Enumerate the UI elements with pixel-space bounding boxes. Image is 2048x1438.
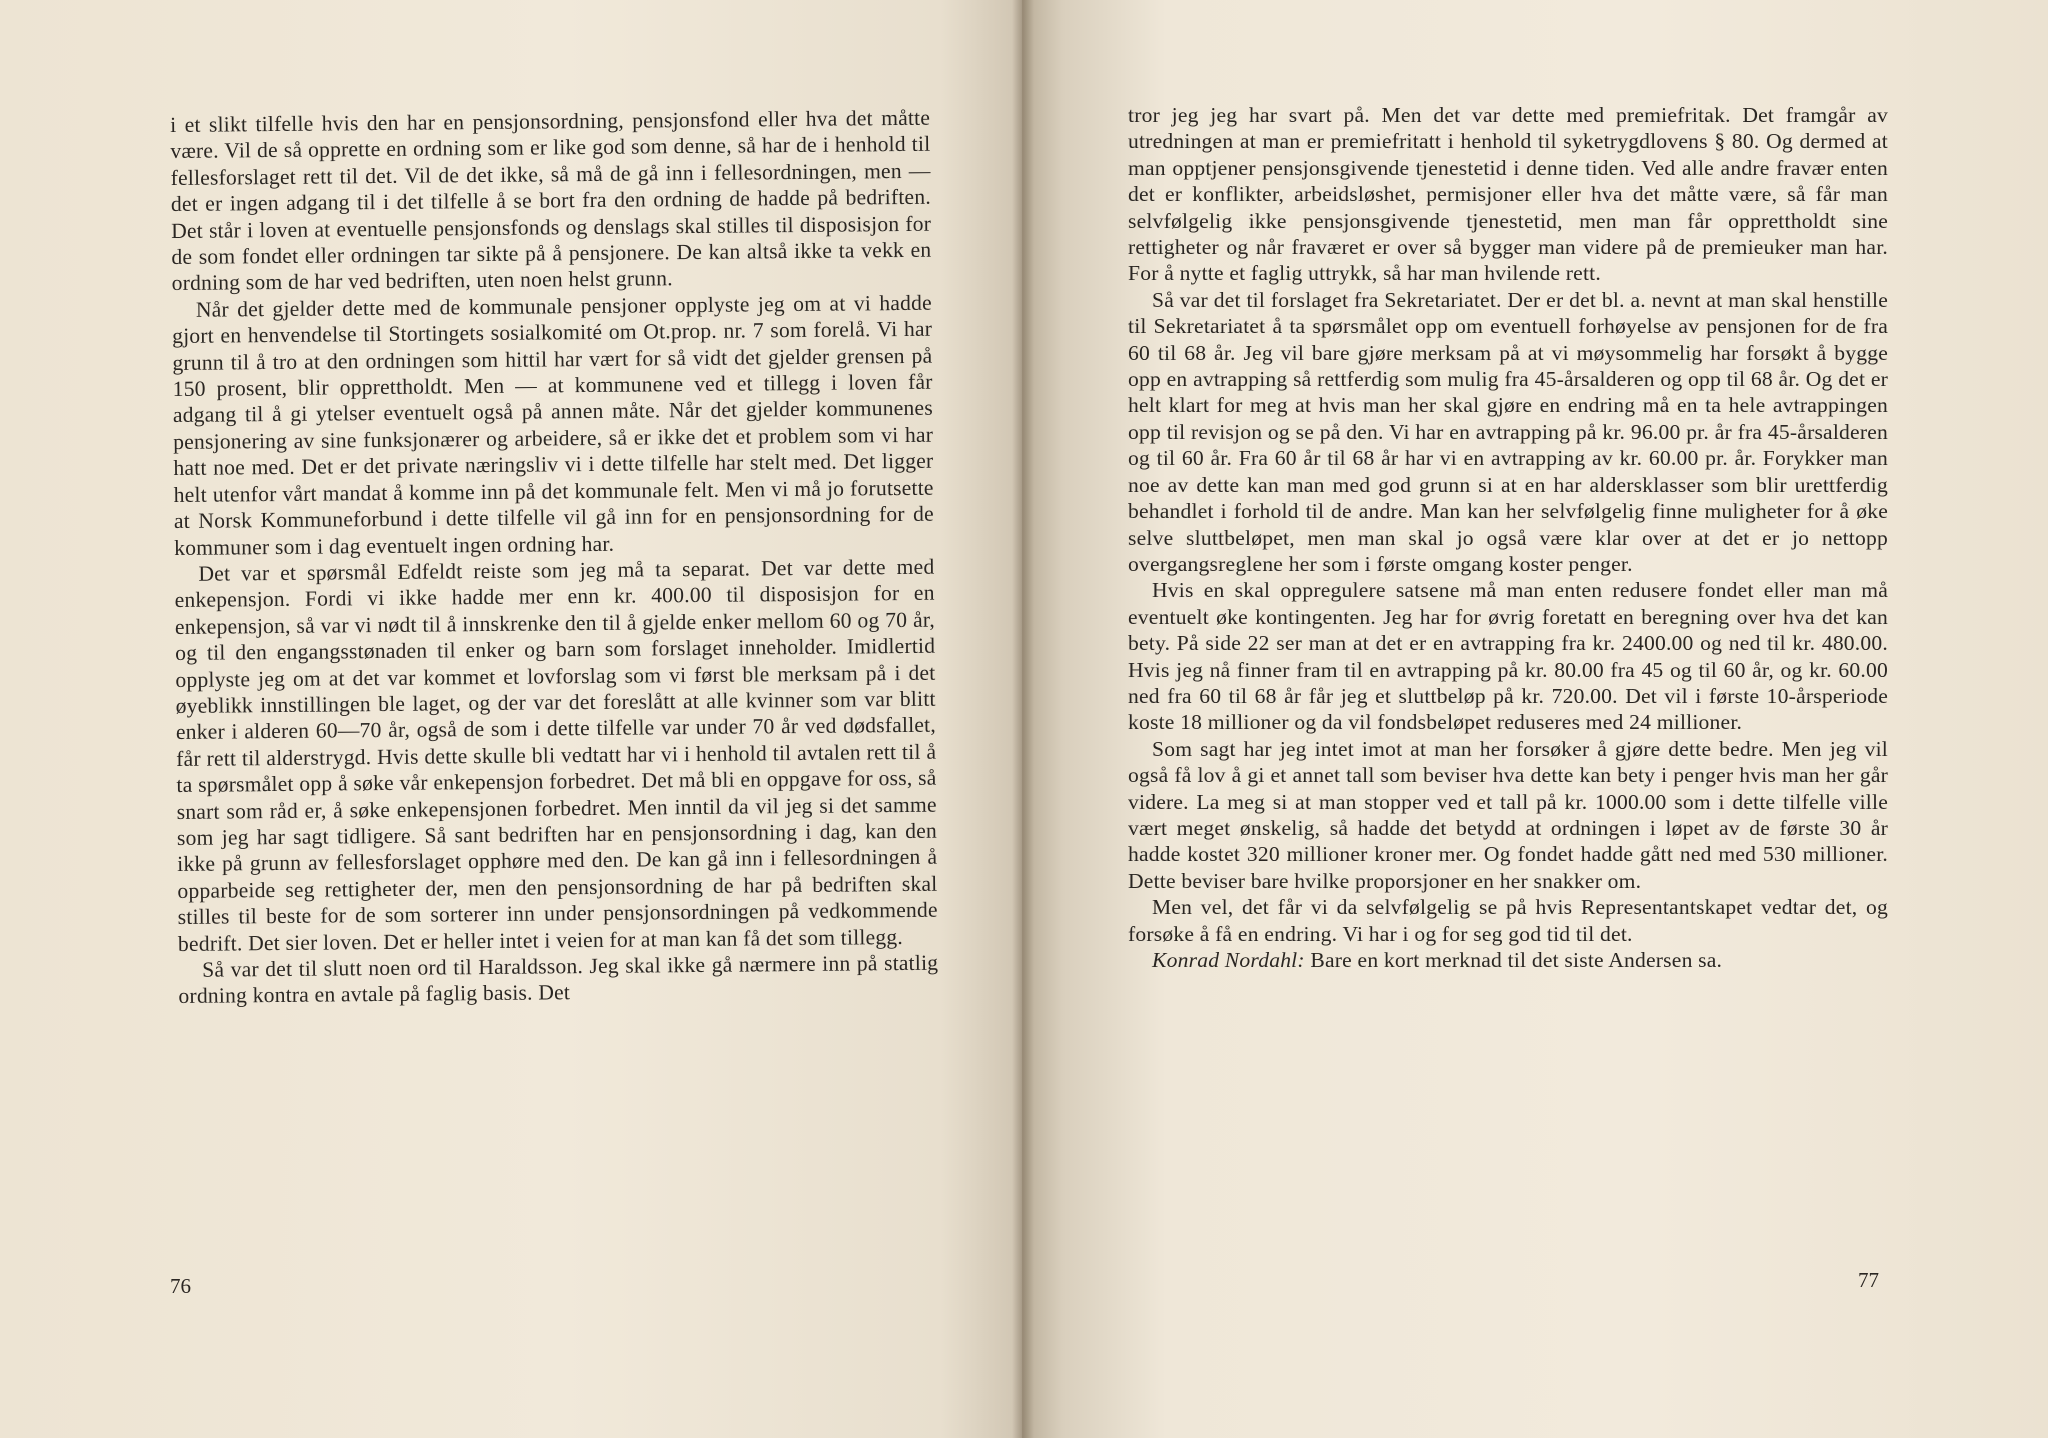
speaker-remark: Bare en kort merknad til det siste Andersen sa. xyxy=(1304,948,1723,972)
page-number-right: 77 xyxy=(1858,1268,1879,1292)
left-paragraph-1: i et slikt tilfelle hvis den har en pensjonsordning, pensjonsfond eller hva det måtte være. Vil de så opprette en ordning som er like god som denne, så har de i henhold til fellesforslaget rett til det. Vil de det ikke, så må de gå inn i fellesordningen, men — det er ingen adgang til i det tilfelle å se bort fra den ordning de hadde på bedriften. Det står i loven at eventuelle pensjonsfonds og denslags skal stilles til disposisjon for de som fondet eller ordningen tar sikte på å pensjonere. De kan altså ikke ta vekk en ordning som de har ved bedriften, uten noen helst grunn. xyxy=(170,105,932,296)
right-paragraph-5: Men vel, det får vi da selvfølgelig se på hvis Representantskapet vedtar det, og forsøke å få en endring. Vi har i og for seg god tid til det. xyxy=(1128,895,1888,946)
right-paragraph-4: Som sagt har jeg intet imot at man her forsøker å gjøre dette bedre. Men jeg vil også få lov å gi et annet tall som beviser hva dette kan bety i penger hvis man her går videre. La meg si at man stopper ved et tall på kr. 1000.00 som i dette tilfelle ville vært meget ønskelig, så hadde det betydd at ordningen i løpet av de første 30 år hadde kostet 320 millioner kroner mer. Og fondet hadde gått ned med 530 millioner. Dette beviser bare hvilke proporsjoner en her snakker om. xyxy=(1128,736,1888,893)
left-page-text xyxy=(170,105,939,1010)
speaker-name: Konrad Nordahl: xyxy=(1152,948,1305,972)
right-paragraph-6 xyxy=(1128,947,1888,973)
right-paragraph-1: tror jeg jeg har svart på. Men det var dette med premiefritak. Det framgår av utredningen at man er premiefritatt i henhold til syketrygdlovens § 80. Og dermed at man opptjener pensjonsgivende tjenestetid i denne tiden. Ved alle andre fravær enten det er konflikter, arbeidsløshet, permisjoner eller hva det måtte være, så får man selvfølgelig ikke pensjonsgivende tjenestetid, men man får opprettholdt sine rettigheter og når fraværet er over så bygger man videre på de premieuker man har. For å nytte et faglig uttrykk, så har man hvilende rett. xyxy=(1128,103,1888,286)
left-paragraph-2: Når det gjelder dette med de kommunale pensjoner opplyste jeg om at vi hadde gjort en henvendelse til Stortingets sosialkomité om Ot.prop. nr. 7 som forelå. Vi har grunn til å tro at den ordningen som hittil har vært for så vidt det gjelder grensen på 150 prosent, blir opprettholdt. Men — at kommunene ved et tillegg i loven får adgang til å gi ytelser eventuelt også på annen måte. Når det gjelder kommunenes pensjonering av sine funksjonærer og arbeidere, så er ikke det et problem som vi har hatt noe med. Det er det private næringsliv vi i dette tilfelle har stelt med. Det ligger helt utenfor vårt mandat å komme inn på det kommunale felt. Men vi må jo forutsette at Norsk Kommuneforbund i dette tilfelle vil gå inn for en pensjonsordning for de kommuner som i dag eventuelt ingen ordning har. xyxy=(172,290,935,560)
left-page xyxy=(0,0,1022,1438)
right-paragraph-3: Hvis en skal oppregulere satsene må man enten redusere fondet eller man må eventuelt øke kontingenten. Jeg har for øvrig foretatt en beregning over hva det kan bety. På side 22 ser man at det er en avtrapping fra kr. 2400.00 og ned til kr. 480.00. Hvis jeg nå finner fram til en avtrapping på kr. 80.00 fra 45 og til 60 år, og kr. 60.00 ned fra 60 til 68 år får jeg et sluttbeløp på kr. 720.00. Det vil i første 10-årsperiode koste 18 millioner og da vil fondsbeløpet reduseres med 24 millioner. xyxy=(1128,578,1888,735)
page-number-left: 76 xyxy=(170,1274,191,1298)
right-page xyxy=(1022,0,2048,1438)
right-paragraph-2: Så var det til forslaget fra Sekretariatet. Der er det bl. a. nevnt at man skal henstille til Sekretariatet å ta spørsmålet opp om eventuell forhøyelse av pensjonen for de fra 60 til 68 år. Jeg vil bare gjøre merksam på at vi møysommelig har forsøkt å bygge opp en avtrapping så rettferdig som mulig fra 45-årsalderen og opp til 68 år. Og det er helt klart for meg at hvis man her skal gjøre en endring må en ta hele avtrappingen opp til revisjon og se på den. Vi har en avtrapping på kr. 96.00 pr. år fra 45-årsalderen og til 60 år. Fra 60 år til 68 år har vi en avtrapping av kr. 60.00 pr. år. Forykker man noe av dette kan man med god grunn si at en har aldersklasser som blir urettferdig behandlet i forhold til de andre. Man kan her selvfølgelig finne muligheter for å øke selve sluttbeløpet, men man skal jo også være klar over at det er jo nettopp overgangsreglene her som i første omgang koster penger. xyxy=(1128,287,1888,576)
book-gutter xyxy=(1012,0,1034,1438)
right-page-text xyxy=(1128,102,1888,973)
left-paragraph-4: Så var det til slutt noen ord til Haraldsson. Jeg skal ikke gå nærmere inn på statlig ordning kontra en avtale på faglig basis. Det xyxy=(178,950,939,1009)
left-paragraph-3: Det var et spørsmål Edfeldt reiste som jeg må ta separat. Det var dette med enkepensjon. Fordi vi ikke hadde mer enn kr. 400.00 til disposisjon for en enkepensjon, så var vi nødt til å innskrenke den til å gjelde enker mellom 60 og 70 år, og til den engangsstønaden til enker og barn som forslaget inneholder. Imidlertid opplyste jeg om at det var kommet et lovforslag som vi først ble merksam på i det øyeblikk innstillingen ble laget, og der var det foreslått at alle kvinner som var blitt enker i alderen 60—70 år, også de som i dette tilfelle var under 70 år ved dødsfallet, får rett til alderstrygd. Hvis dette skulle bli vedtatt har vi i henhold til avtalen rett til å ta spørsmålet opp å søke vår enkepensjon forbedret. Det må bli en oppgave for oss, så snart som råd er, å søke enkepensjonen forbedret. Men inntil da vil jeg si det samme som jeg har sagt tidligere. Så sant bedriften har en pensjonsordning i dag, kan den ikke på grunn av fellesforslaget opphøre med den. De kan gå inn i fellesordningen å opparbeide seg rettigheter der, men den pensjonsordning de har på bedriften skal stilles til beste for de som sorterer inn under pensjonsordningen på vedkommende bedrift. Det sier loven. Det er heller intet i veien for at man kan få det som tillegg. xyxy=(174,554,938,956)
